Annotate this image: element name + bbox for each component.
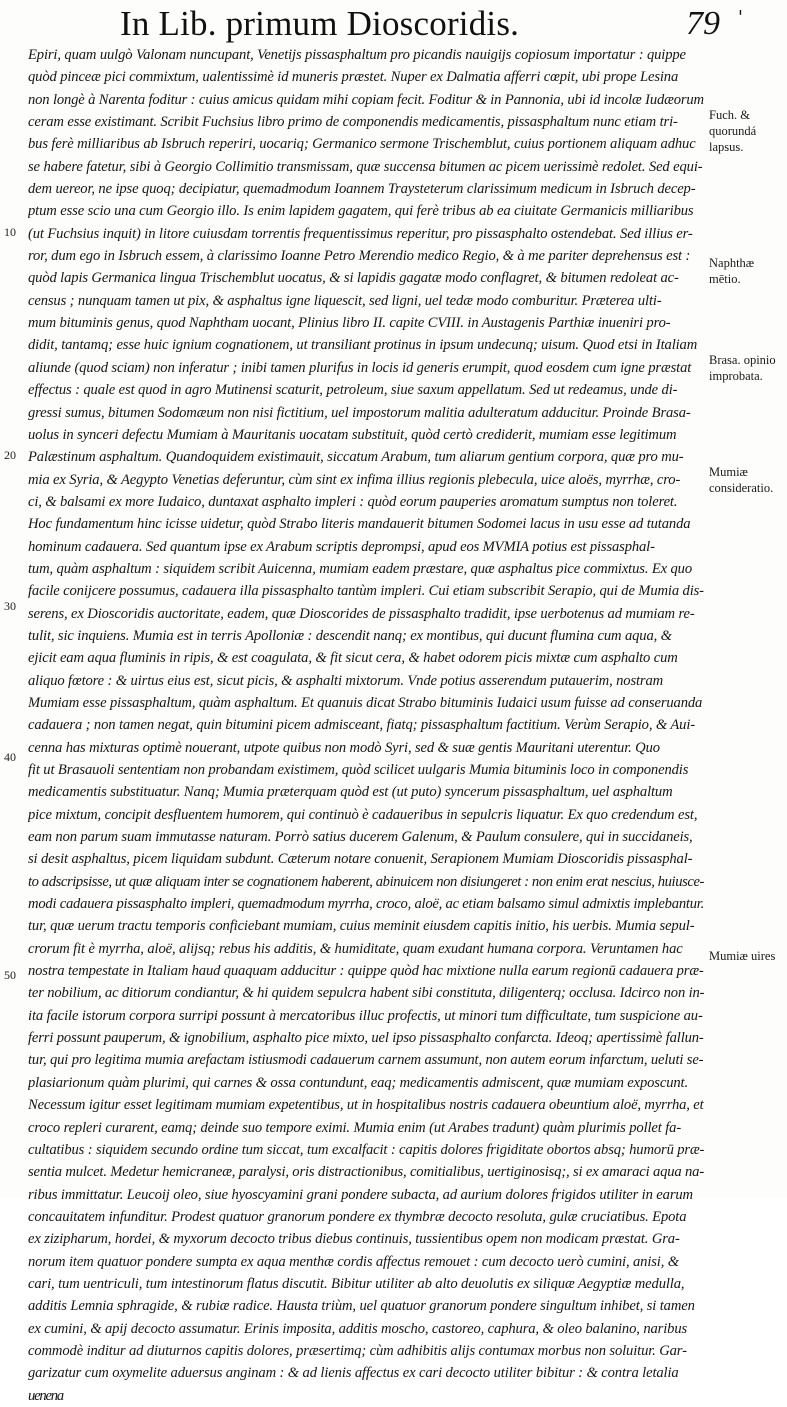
text-line: cenna has mixturas optimè nouerant, utpote quibus non modò Syri, sed & suæ gentis Mauritani uterentur. Quo bbox=[28, 739, 660, 756]
text-line: ci, & balsami ex more Iudaico, duntaxat asphalto impleri : quòd eorum pauperies aromatum sumptus non toleret. bbox=[28, 493, 678, 510]
text-line: effectus : quale est quod in agro Mutinensi scaturit, petroleum, siue saxum appellatum. Sed ut redeamus, unde di- bbox=[28, 382, 678, 399]
text-line: tur, quæ uerum tractu temporis conficiebant mumiam, cuius meminit eiusdem capitis initio, his uerbis. Mumia sepul- bbox=[28, 918, 695, 935]
text-line: plasiarionum quàm plurimi, qui carnes & ossa contundunt, eaq; medicamentis admiscent, quæ mumiam exposcunt. bbox=[28, 1074, 688, 1091]
text-line: ceram esse existimant. Scribit Fuchsius libro primo de componendis medicamentis, pissasphaltum nunc etiam tri- bbox=[28, 114, 678, 131]
text-line: bus ferè milliaribus ab Isbruch reperiri, uocariq; Germanico sermone Trischemblut, cuius portionem aliquam adhuc bbox=[28, 136, 696, 153]
text-line: commodè inditur ad diuturnos capitis dolores, præsertimq; cùm adhibitis alijs contumax morbus non soluitur. Gar- bbox=[28, 1342, 687, 1359]
text-line: to adscripsisse, ut quæ aliquam inter se cognationem haberent, abinuicem non disiungeret : non enim erat nescius, huiusce- bbox=[28, 873, 705, 890]
text-line: ita facile istorum corpora surripi possunt à mercatoribus illuc profectis, ut minori tum difficultate, tum suspicione au- bbox=[28, 1007, 703, 1024]
text-line: Epiri, quam uulgò Valonam nuncupant, Venetijs pissasphaltum pro picandis nauigijs copiosum importatur : quippe bbox=[28, 47, 686, 63]
text-line: aliunde (quod sciam) non inferatur ; inibi tamen plurifus in locis id generis erumpit, quod eosdem cum igne præstat bbox=[28, 359, 692, 376]
body-text bbox=[28, 44, 718, 1407]
line-number: 50 bbox=[4, 968, 16, 982]
text-line: norum item quatuor pondere sumpta ex aqua menthæ cordis affectus remouet : cum decocto uerò cumini, anisi, & bbox=[28, 1253, 679, 1270]
text-line: pice mixtum, concipit desfluentem humorem, qui continuò è cadaueribus in sepulcris liquatur. Ex quo credendum est, bbox=[28, 806, 698, 823]
text-line: tur, qui pro legitima mumia arefactam istiusmodi cadauerum carnem assumunt, non autem eorum infarctum, ueluti se- bbox=[28, 1052, 704, 1069]
text-line: ptum esse scio una cum Georgio illo. Is enim lapidem gagatem, qui ferè tribus ab ea ciuitate Germanicis milliaribus bbox=[28, 203, 694, 220]
line-number: 10 bbox=[4, 225, 16, 239]
text-line: eam non parum suam immutasse naturam. Porrò satius ducerem Galenum, & Paulum consulere, qui in succidaneis, bbox=[28, 829, 693, 846]
text-line: cari, tum uentriculi, tum intestinorum flatus discutit. Bibitur utiliter ab alto deuolutis ex siliquæ Aegyptiæ medulla, bbox=[28, 1275, 685, 1292]
text-line: hominum cadauera. Sed quantum ipse ex Arabum scriptis deprompsi, apud eos MVMIA potius est pissasphal- bbox=[28, 538, 655, 555]
text-line: tum, quàm asphaltum : siquidem scribit Auicenna, mumiam eadem præstare, quæ asphaltus pice commixtus. Ex quo bbox=[28, 560, 692, 577]
margin-note: Fuch. & quorundá lapsus. bbox=[709, 108, 757, 154]
text-line: ribus immittatur. Leucoij oleo, siue hyoscyamini grani pondere subacta, ad aurium dolores frigidos utiliter in earum bbox=[28, 1186, 693, 1203]
text-line: croco repleri curarent, eamq; deinde suo tempore eximi. Mumia enim (ut Arabes tradunt) quàm plurimis pollet fa- bbox=[28, 1119, 682, 1136]
text-line: quòd lapis Germanica lingua Trischemblut uocatus, & si lapidis gagatæ modo conflagret, & bitumen redoleat ac- bbox=[28, 270, 679, 287]
line-number: 20 bbox=[4, 448, 16, 462]
text-line: crorum fit è myrrha, aloë, alijsq; rebus his additis, & humiditate, quam exudant humana corpora. Veruntamen hac bbox=[28, 940, 683, 957]
text-line: medicamentis substituatur. Nanq; Mumia præterquam quòd est (ut puto) syncerum pissasphaltum, uel asphaltum bbox=[28, 784, 673, 801]
text-line: ror, dum ego in Isbruch essem, à clarissimo Ioanne Petro Merendio medico Regio, & à me pariter deprehensus est : bbox=[28, 248, 691, 265]
text-line: sentia mulcet. Medetur hemicraneæ, paralysi, oris distractionibus, comitialibus, uertiginosisq;, si ex amaraci aqua na- bbox=[28, 1164, 705, 1181]
text-line: gressi sumus, bitumen Sodomæum non nisi fictitium, uel impostorum malitia adulteratum adducitur. Proinde Brasa- bbox=[28, 404, 691, 421]
text-line: dem uereor, ne ipse quoq; decipiatur, quemadmodum Ioannem Traysteterum clarissimum medicum in Isbruch decep- bbox=[28, 181, 696, 198]
text-line: fit ut Brasauoli sententiam non probandam existimem, quòd scilicet uulgaris Mumia bituminis loco in componendis bbox=[28, 762, 689, 778]
text-line: ferri possunt pauperum, & ignobilium, asphalto pice mixto, uel ipso pissasphalto confarcta. Ideoq; apertissimè fallun- bbox=[28, 1030, 704, 1047]
line-number: 40 bbox=[4, 750, 16, 764]
text-line: (ut Fuchsius inquit) in litore cuiusdam torrentis frequentissimus reperitur, pro pissasphalto ostendebat. Sed illius er- bbox=[28, 225, 693, 242]
text-line: concauitatem infunditur. Prodest quatuor granorum pondere ex thymbræ decocto resoluta, gulæ cruciatibus. Epota bbox=[28, 1208, 687, 1225]
text-line: mum bituminis genus, quod Naphtham uocant, Plinius libro II. capite CVIII. in Austagenis Parthiæ inueniri pro- bbox=[28, 315, 671, 332]
text-line: facile conijcere possumus, cadauera illa pissasphalto tantùm impleri. Cui etiam subscribit Serapio, qui de Mumia dis- bbox=[28, 583, 704, 600]
text-line: mia ex Syria, & Aegypto Venetias deferuntur, cùm sint ex infima illius regionis plebecula, uice aloës, myrrhæ, cro- bbox=[28, 471, 681, 488]
text-line: ter nobilium, ac ditiorum condiantur, & hi quidem sepulcra habent sibi constituta, diligenterq; occlusa. Idcirco non in- bbox=[28, 985, 705, 1002]
text-line: nostra tempestate in Italiam haud quaquam adducitur : quippe quòd hac mixtione nulla earum regionū cadauera præ- bbox=[28, 963, 704, 980]
text-line: Mumiam esse pissasphaltum, quàm asphaltum. Et quanuis dicat Strabo bituminis Iudaici usum fuisse ad conseruanda bbox=[28, 694, 703, 711]
text-line: non longè à Narenta foditur : cuius amicus quidam mihi copiam fecit. Foditur & in Pannonia, ubi id incolæ Iudæorum bbox=[28, 91, 704, 108]
text-line: additis Lemnia sphragide, & rubiæ radice. Hausta triùm, uel quatuor granorum pondere singultum inhibet, si tamen bbox=[28, 1298, 695, 1315]
page-number: 79 bbox=[686, 5, 720, 42]
text-line: se habere fatetur, sibi à Georgio Collimitio transmissam, quæ succensa bitumen ac picem uerissimè redolet. Sed equi- bbox=[28, 158, 703, 175]
text-line: ex cumini, & apij decocto assumatur. Erinis imposita, additis moscho, castoreo, caphura, & oleo balanino, naribus bbox=[28, 1320, 688, 1337]
text-line: si desit asphaltus, picem liquidam subdunt. Cæterum notare conuenit, Serapionem Mumiam Dioscoridis pissasphal- bbox=[28, 851, 693, 868]
running-title: In Lib. primum Dioscoridis. bbox=[120, 4, 520, 43]
line-number: 30 bbox=[4, 599, 16, 613]
text-line: cadauera ; non tamen negat, quin bitumini picem admisceant, fiatq; pissasphaltum factitium. Verùm Serapio, & Aui- bbox=[28, 717, 695, 734]
text-line: ejicit eam aqua fluminis in ripis, & est coagulata, & fit sicut cera, & habet odorem picis mixtæ cum asphalto cum bbox=[28, 650, 678, 667]
corner-mark: ' bbox=[738, 7, 743, 28]
text-line: quòd pinceæ pici commixtum, ualentissimè id muneris præstet. Nuper ex Dalmatia afferri cœpit, ubi prope Lesina bbox=[28, 69, 679, 86]
text-line: aliquo fœtore : & uirtus eius est, sicut picis, & asphalti mixtorum. Vnde potius asserendum putauerim, nostram bbox=[28, 672, 664, 689]
text-line: garizatur cum oxymelite aduersus anginam : & ad lienis affectus ex cari decocto utiliter bibitur : & contra letalia bbox=[28, 1365, 679, 1382]
text-line: census ; nunquam tamen ut pix, & asphaltus igne liquescit, sed ligni, uel tedæ modo comburitur. Præterea ulti- bbox=[28, 292, 662, 309]
text-line: Hoc fundamentum hinc icisse uidetur, quòd Strabo literis mandauerit bitumen Sodomei lacus in usu esse ad tutanda bbox=[28, 516, 691, 533]
text-line: serens, ex Dioscoridis auctoritate, eadem, quæ Dioscorides de pissasphalto tradidit, ipse uerbotenus ad mumiam re- bbox=[28, 605, 695, 622]
text-line: Necessum igitur esset legitimam mumiam expetentibus, ut in hospitalibus nostris cadauera obeuntium aloë, myrrha, et bbox=[28, 1097, 704, 1114]
text-line: uenena bbox=[28, 1387, 63, 1404]
text-line: modi cadauera pissasphalto impleri, quemadmodum myrrha, croco, aloë, ac etiam balsamo simul admixtis implebantur. bbox=[28, 896, 705, 913]
text-line: didit, tantamq; esse huic ignium cognationem, ut transiliant protinus in ipsum undecunq; uisum. Quod etsi in Italiam bbox=[28, 337, 698, 354]
margin-note: Mumiæ uires bbox=[709, 949, 776, 963]
margin-note: Mumiæ consideratio. bbox=[709, 465, 774, 495]
text-line: cultatibus : siquidem secundo ordine tum siccat, tum excalfacit : capitis dolores frigiditate obortos absq; humorū præ- bbox=[28, 1141, 705, 1158]
margin-note: Naphthæ mētio. bbox=[709, 256, 755, 286]
text-line: tulit, sic inquiens. Mumia est in terris Apolloniæ : descendit nanq; ex montibus, qui ducunt flumina cum aqua, & bbox=[28, 627, 672, 644]
text-line: Palæstinum asphaltum. Quandoquidem existimauit, siccatum Arabum, tum aliarum gentium corpora, quæ pro mu- bbox=[28, 449, 684, 466]
margin-note: Brasa. opinio improbata. bbox=[709, 353, 776, 383]
text-line: uolus in synceri defectu Mumiam à Mauritanis uocatam substituit, quòd certò crediderit, mumiam esse legitimum bbox=[28, 426, 677, 443]
text-line: ex zizipharum, hordei, & myxorum decocto tribus diebus continuis, tussientibus opem non modicam præstat. Gra- bbox=[28, 1231, 680, 1248]
